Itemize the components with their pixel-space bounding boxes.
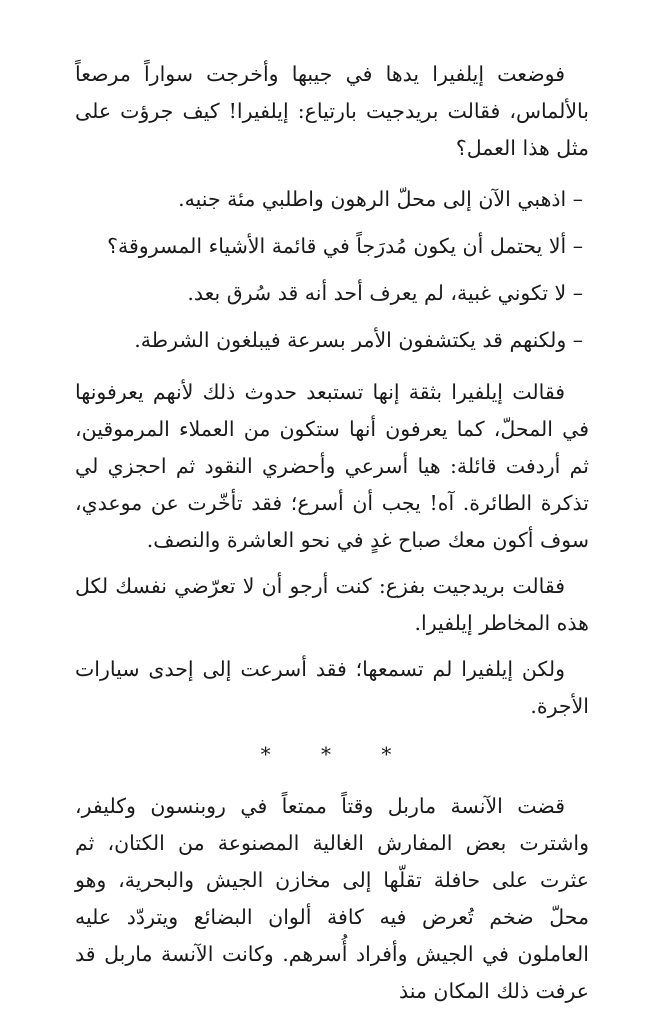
asterisk-ornament: * [381, 742, 404, 766]
asterisk-ornament: * [321, 742, 343, 766]
section-separator [75, 734, 589, 774]
paragraph: ولكن إيلفيرا لم تسمعها؛ فقد أسرعت إلى إحدى سيارات الأجرة. [75, 657, 589, 718]
paragraph: فوضعت إيلفيرا يدها في جيبها وأخرجت سواراً مرصعاً بالألماس، فقالت بريدجيت بارتياع: إيلفيرا! كيف جرؤت على مثل هذا العمل؟ [75, 62, 589, 160]
dialogue-line: – ولكنهم قد يكتشفون الأمر بسرعة فيبلغون الشرطة. [134, 328, 583, 352]
dialogue-line: – لا تكوني غبية، لم يعرف أحد أنه قد سُرق بعد. [187, 281, 583, 305]
dialogue-block [75, 176, 589, 364]
paragraph: فقالت إيلفيرا بثقة إنها تستبعد حدوث ذلك لأنهم يعرفونها في المحلّ، كما يعرفون أنها ستكون من العملاء المرموقين، ثم أردفت قائلة: هيا أسرعي وأحضري النقود ثم احجزي لي تذكرة الطائرة. آه! يجب أن أسرع؛ فقد تأخّرت عن موعدي، سوف أكون معك صباح غدٍ في نحو العاشرة والنصف. [75, 380, 589, 552]
dialogue-line: – اذهبي الآن إلى محلّ الرهون واطلبي مئة جنيه. [178, 187, 583, 211]
paragraph: قضت الآنسة ماربل وقتاً ممتعاً في روبنسون وكليفر، واشترت بعض المفارش الغالية المصنوعة من الكتان، ثم عثرت على حافلة تقلّها إلى مخازن الجيش والبحرية، وهو محلّ ضخم تُعرض فيه كافة ألوان البضائع ويتردّد عليه العاملون في الجيش وأفراد أُسرهم. وكانت الآنسة ماربل قد عرفت ذلك المكان منذ [75, 794, 589, 1003]
paragraph: فقالت بريدجيت بفزع: كنت أرجو أن لا تعرّضي نفسك لكل هذه المخاطر إيلفيرا. [75, 574, 589, 635]
book-page [75, 56, 589, 1019]
asterisk-ornament: * [260, 742, 283, 766]
dialogue-line: – ألا يحتمل أن يكون مُدرَجاً في قائمة الأشياء المسروقة؟ [107, 234, 583, 258]
